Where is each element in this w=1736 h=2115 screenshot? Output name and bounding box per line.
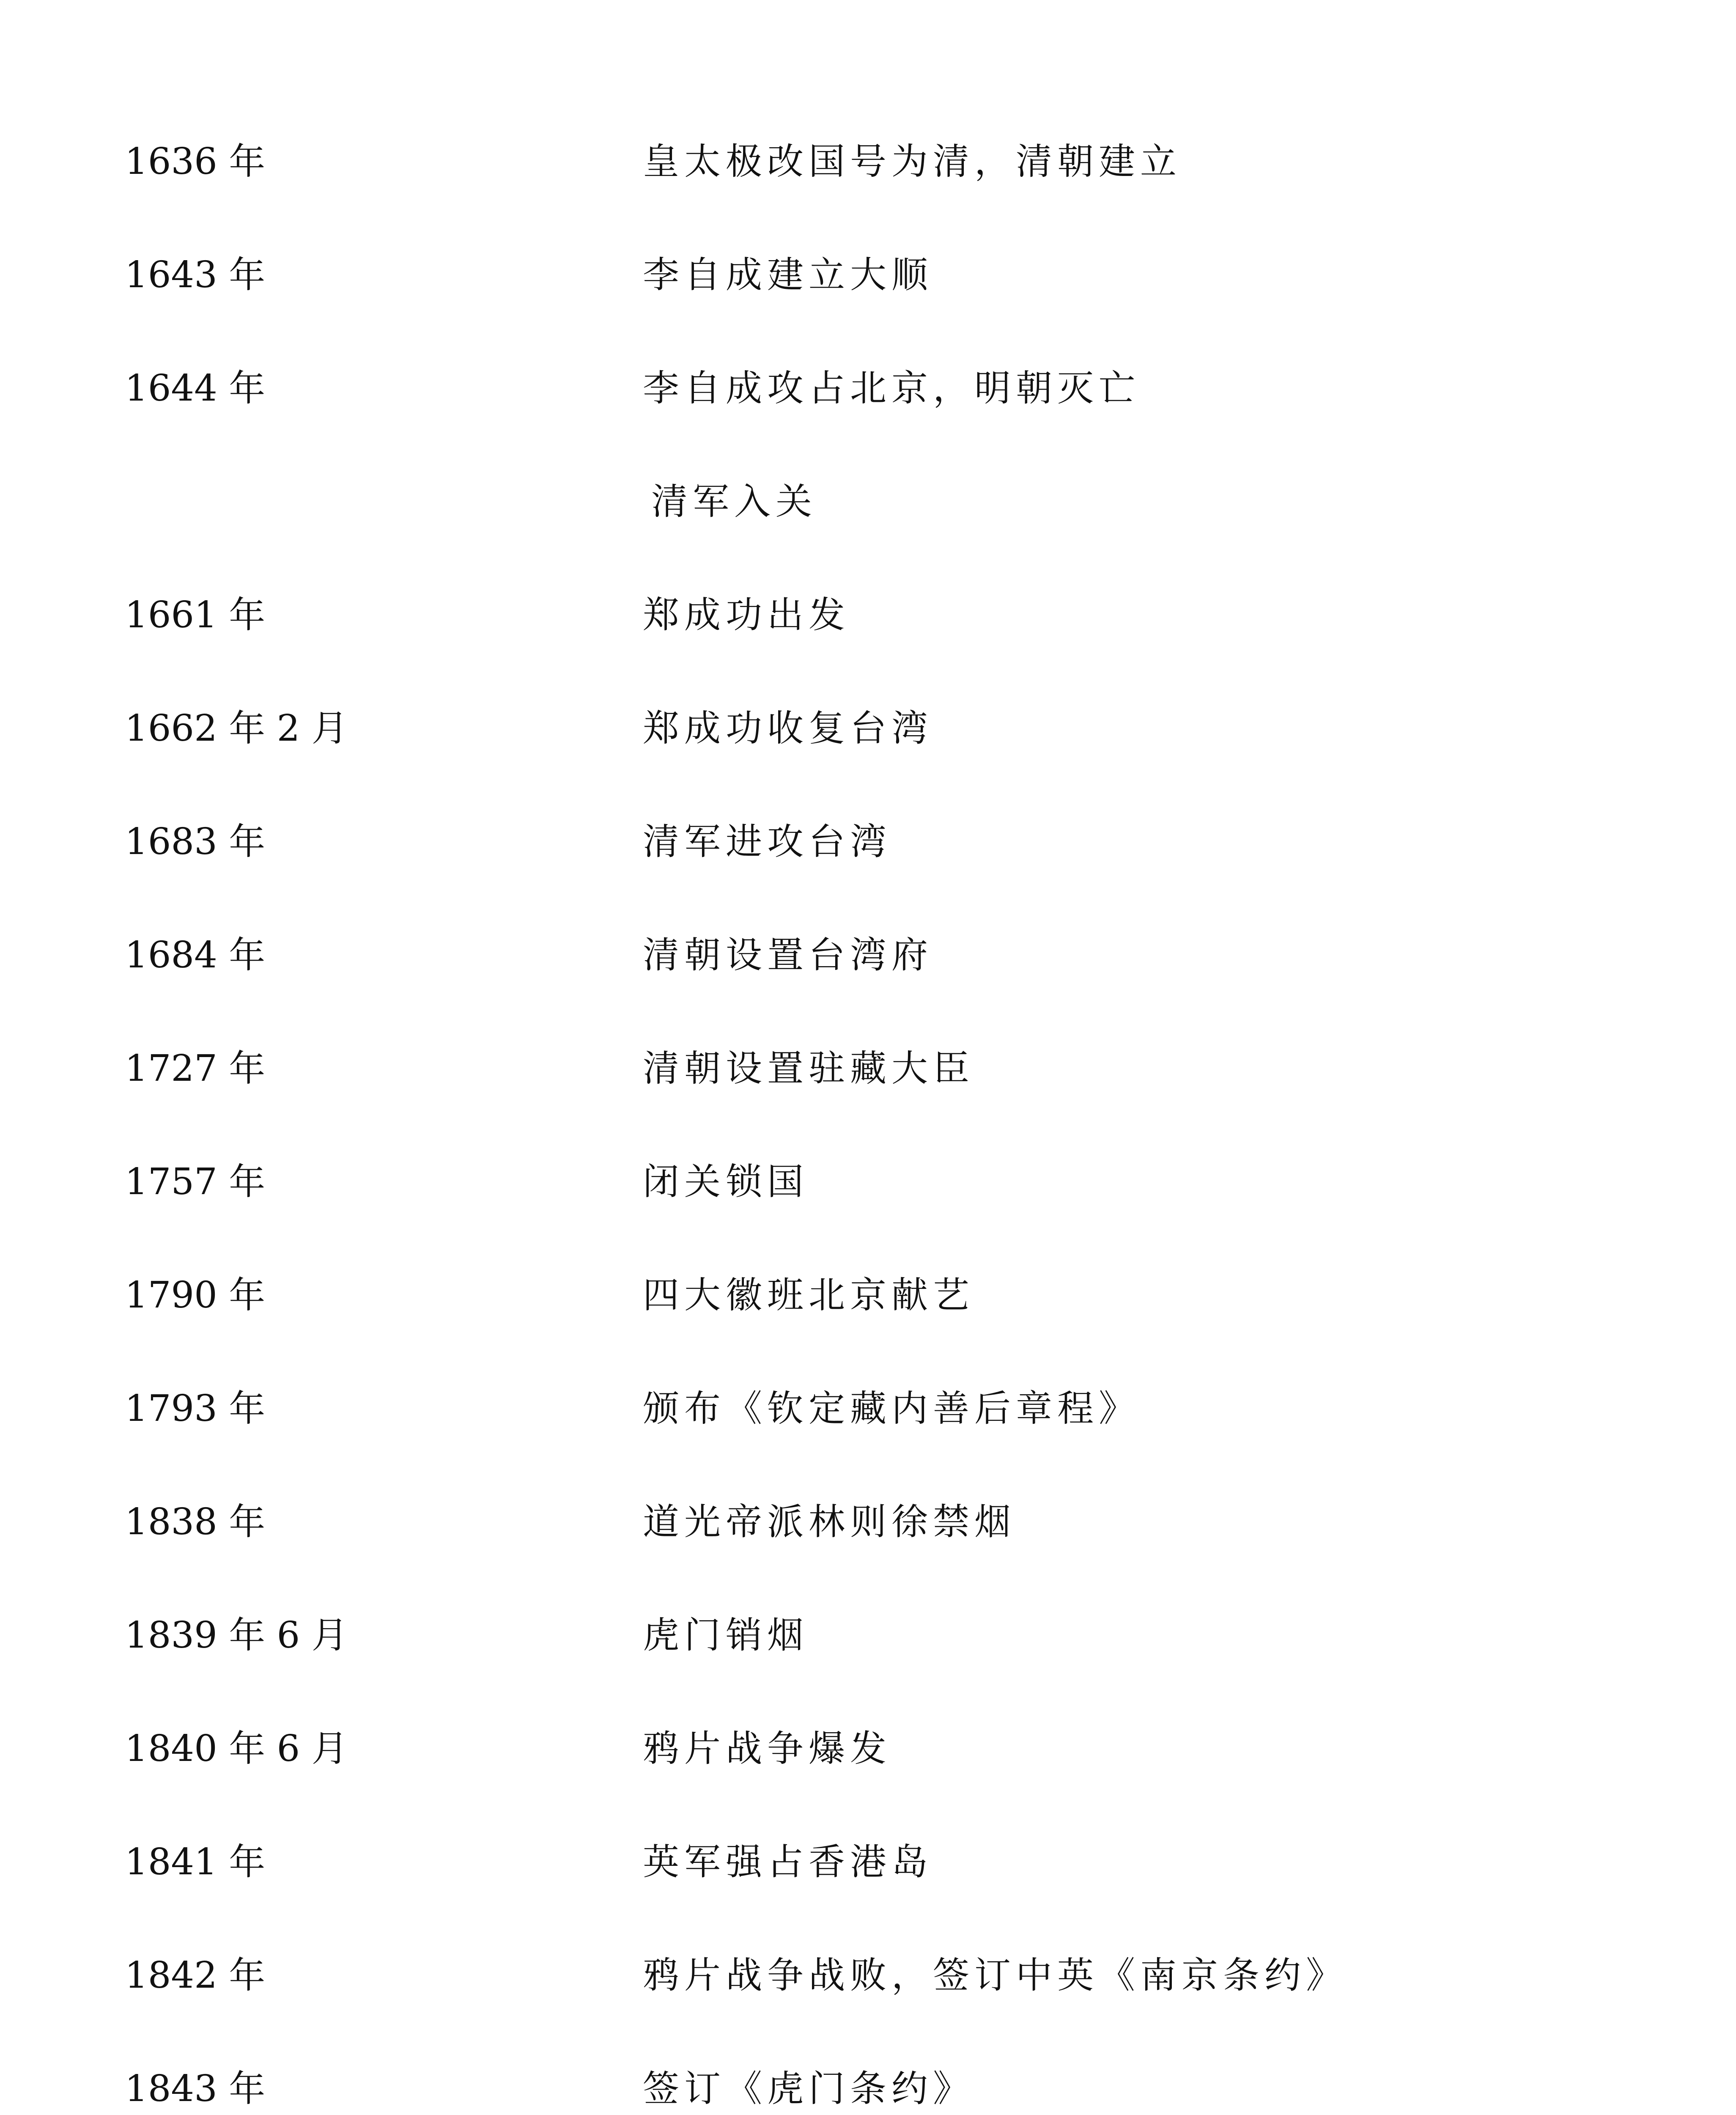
timeline-event: 颁布《钦定藏内善后章程》: [643, 1387, 1140, 1430]
timeline-date: 1838 年: [125, 1501, 266, 1543]
timeline-date: 1840 年 6 月: [125, 1728, 348, 1770]
timeline-row: [125, 136, 1605, 250]
timeline-event: 四大徽班北京献艺: [643, 1274, 974, 1316]
timeline-row: [125, 363, 1605, 476]
timeline-date: 1644 年: [125, 367, 266, 409]
timeline-row: [125, 1610, 1605, 1723]
timeline-event: 英军强占香港岛: [643, 1841, 933, 1883]
timeline-row: [125, 1156, 1605, 1270]
timeline-date: 1841 年: [125, 1841, 266, 1883]
timeline-event: 清朝设置驻藏大臣: [643, 1047, 974, 1090]
timeline-row: [125, 1383, 1605, 1497]
timeline-row: [125, 816, 1605, 930]
timeline-row: [125, 250, 1605, 363]
timeline-row: [125, 930, 1605, 1043]
timeline-event: 虎门销烟: [643, 1614, 809, 1656]
timeline-row: [125, 1043, 1605, 1156]
timeline-event: 清军入关: [651, 481, 817, 523]
timeline-event: 鸦片战争爆发: [643, 1728, 891, 1770]
timeline-event: 签订《虎门条约》: [643, 2068, 974, 2110]
timeline-date: 1643 年: [125, 254, 266, 296]
timeline-event: 皇太极改国号为清，清朝建立: [643, 140, 1182, 183]
timeline-row: [125, 2063, 1605, 2115]
timeline-list: [125, 136, 1605, 2115]
timeline-row: [125, 476, 1605, 590]
timeline-date: 1661 年: [125, 594, 266, 636]
timeline-row: [125, 1497, 1605, 1610]
timeline-row: [125, 703, 1605, 816]
timeline-date: 1839 年 6 月: [125, 1614, 348, 1656]
timeline-date: 1757 年: [125, 1161, 266, 1203]
timeline-event: 清朝设置台湾府: [643, 934, 933, 976]
timeline-date: 1636 年: [125, 140, 266, 183]
timeline-date: 1790 年: [125, 1274, 266, 1316]
timeline-event: 鸦片战争战败，签订中英《南京条约》: [643, 1954, 1347, 1997]
timeline-row: [125, 1837, 1605, 1950]
timeline-row: [125, 1950, 1605, 2063]
timeline-event: 闭关锁国: [643, 1161, 809, 1203]
timeline-date: 1793 年: [125, 1387, 266, 1430]
timeline-row: [125, 590, 1605, 703]
timeline-event: 郑成功收复台湾: [643, 707, 933, 750]
timeline-event: 清军进攻台湾: [643, 821, 891, 863]
timeline-row: [125, 1270, 1605, 1383]
timeline-row: [125, 1723, 1605, 1837]
timeline-date: 1727 年: [125, 1047, 266, 1090]
timeline-date: 1683 年: [125, 821, 266, 863]
timeline-date: 1842 年: [125, 1954, 266, 1997]
timeline-date: 1843 年: [125, 2068, 266, 2110]
timeline-event: 道光帝派林则徐禁烟: [643, 1501, 1016, 1543]
timeline-date: 1662 年 2 月: [125, 707, 348, 750]
timeline-date: 1684 年: [125, 934, 266, 976]
timeline-event: 李自成攻占北京，明朝灭亡: [643, 367, 1140, 409]
timeline-event: 郑成功出发: [643, 594, 850, 636]
timeline-event: 李自成建立大顺: [643, 254, 933, 296]
